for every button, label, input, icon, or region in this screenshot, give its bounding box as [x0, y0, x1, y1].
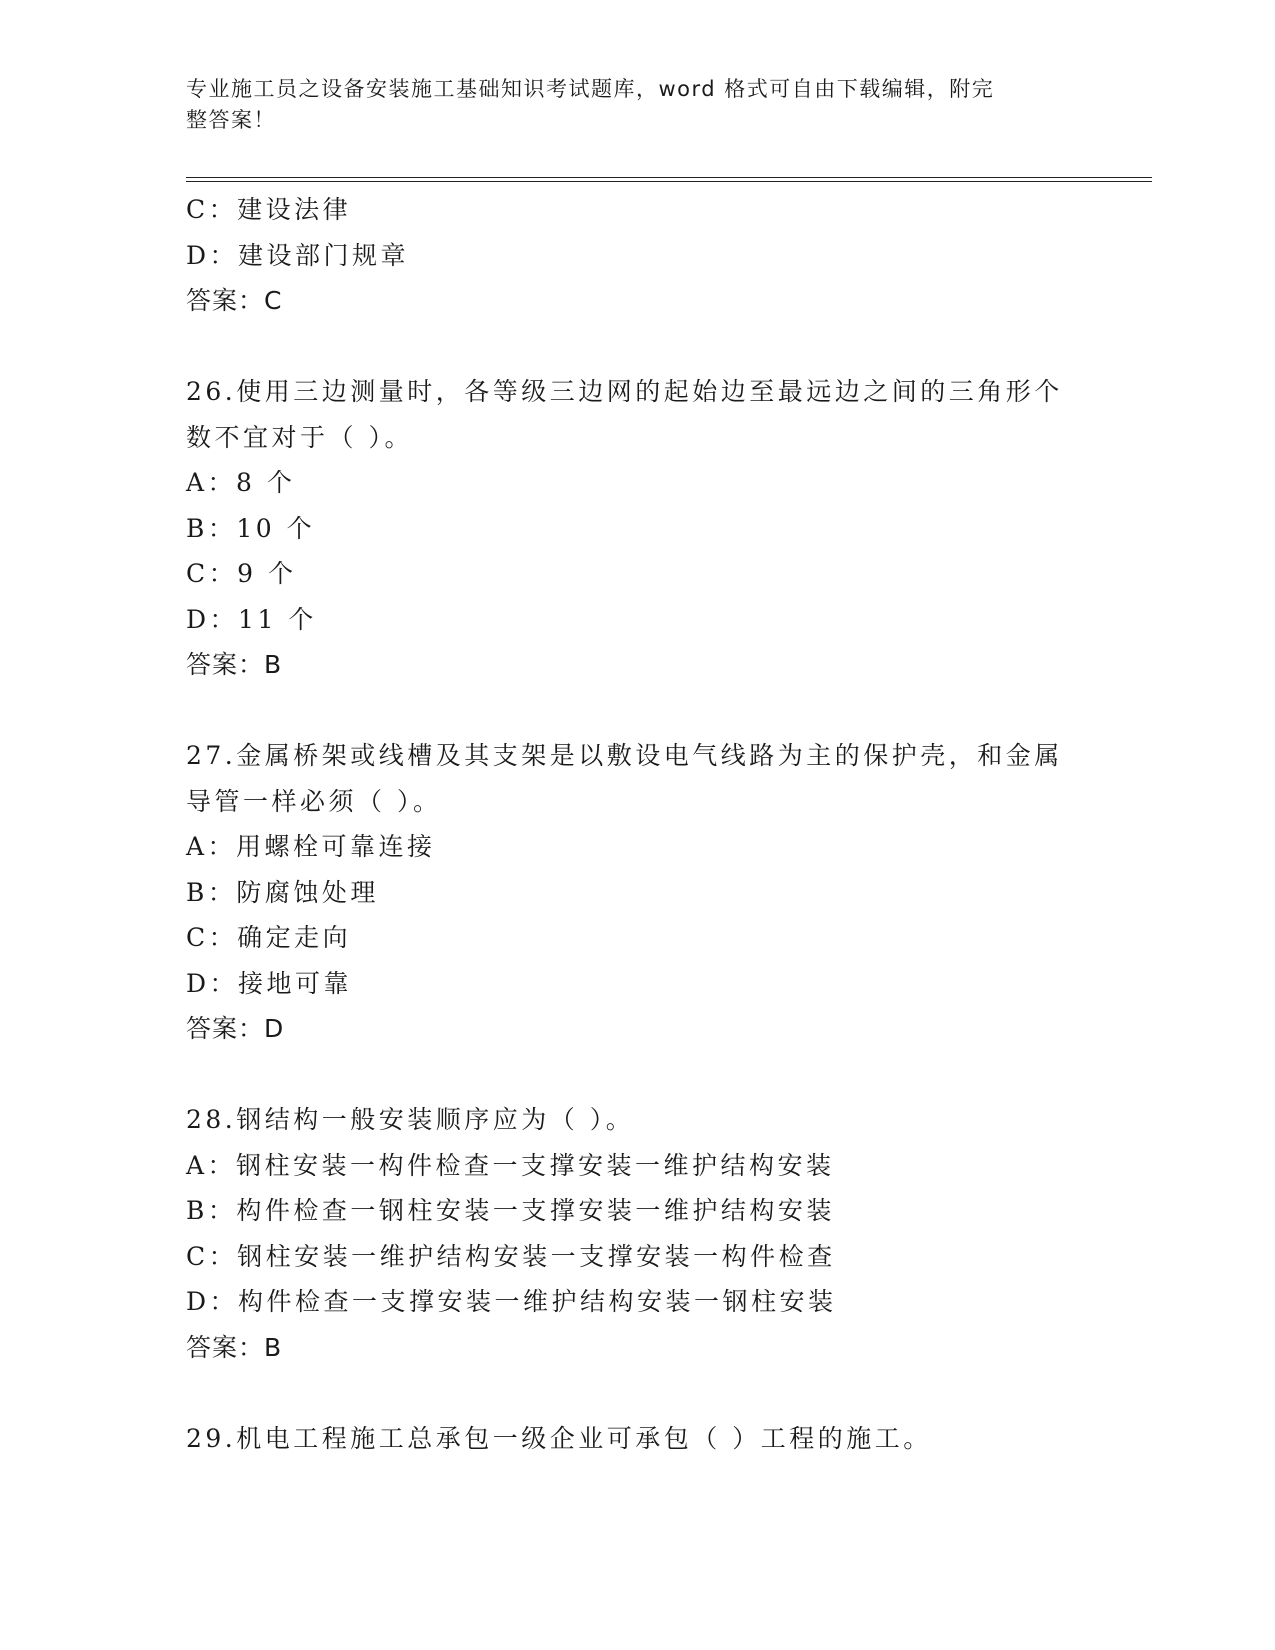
- q27-option-b: B：防腐蚀处理: [186, 877, 379, 907]
- spacer: [186, 688, 1146, 734]
- q26-option-c: C：9 个: [186, 559, 297, 588]
- q28-option-a: A：钢柱安装一构件检查一支撑安装一维护结构安装: [186, 1150, 835, 1180]
- q27-stem-line-2: 导管一样必须（ ）。: [186, 786, 442, 816]
- q26-option-b: B：10 个: [186, 513, 316, 543]
- q26-stem-line-1: 26.使用三边测量时，各等级三边网的起始边至最远边之间的三角形个: [186, 377, 1063, 406]
- q28-stem-line-1: 28.钢结构一般安装顺序应为（ ）。: [186, 1105, 635, 1134]
- q25-answer: 答案：C: [186, 286, 283, 315]
- q26-stem-line-2: 数不宜对于（ ）。: [186, 422, 413, 452]
- q28-answer: 答案：B: [186, 1332, 283, 1362]
- spacer: [186, 324, 1146, 370]
- q27-answer: 答案：D: [186, 1014, 285, 1043]
- header-divider-top: [186, 177, 1152, 178]
- header-line-2: 整答案！: [186, 108, 276, 132]
- q28-option-b: B：构件检查一钢柱安装一支撑安装一维护结构安装: [186, 1196, 835, 1225]
- q28-option-c: C：钢柱安装一维护结构安装一支撑安装一构件检查: [186, 1241, 836, 1271]
- header-divider-bottom: [186, 181, 1152, 182]
- spacer: [186, 1370, 1146, 1416]
- spacer: [186, 1052, 1146, 1098]
- q25-option-c: C：建设法律: [186, 195, 352, 224]
- q28-option-d: D：构件检查一支撑安装一维护结构安装一钢柱安装: [186, 1287, 837, 1316]
- document-header: [186, 74, 1066, 136]
- q29-stem-line-1: 29.机电工程施工总承包一级企业可承包（ ）工程的施工。: [186, 1423, 932, 1453]
- question-list: [186, 187, 1146, 1461]
- q26-option-a: A：8 个: [186, 468, 296, 497]
- q26-option-d: D：11 个: [186, 604, 317, 634]
- header-line-1: 专业施工员之设备安装施工基础知识考试题库，word 格式可自由下载编辑，附完: [186, 77, 995, 101]
- q27-option-d: D：接地可靠: [186, 968, 353, 998]
- q27-option-a: A：用螺栓可靠连接: [186, 832, 436, 861]
- q25-option-d: D：建设部门规章: [186, 240, 410, 270]
- q27-stem-line-1: 27.金属桥架或线槽及其支架是以敷设电气线路为主的保护壳，和金属: [186, 741, 1063, 770]
- q27-option-c: C：确定走向: [186, 923, 352, 952]
- q26-answer: 答案：B: [186, 650, 283, 679]
